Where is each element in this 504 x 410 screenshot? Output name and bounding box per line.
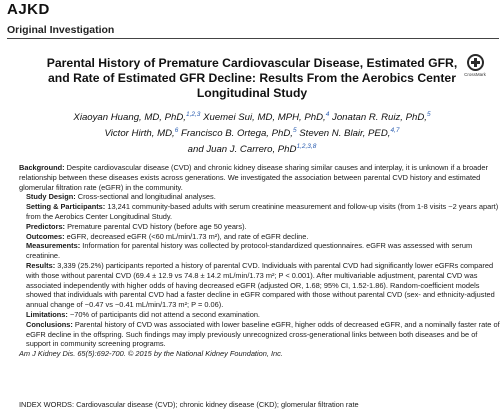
author-2[interactable]: Xuemei Sui, MD, MPH, PhD,$^4$ (203, 111, 330, 124)
abstract-measurements: Measurements: Information for parental history was collected by protocol-standardized questionnaires. eGFR was assessed with serum creatinine. (26, 241, 473, 261)
abstract-conclusions: Conclusions: Parental history of CVD was associated with lower baseline eGFR, higher odds of decreased eGFR, and a nominally faster rate of eGFR decline in the offspring. Such findings may imply previously unrecognized cross-generational links between both diseases and be of support in community screening programs. (26, 319, 500, 349)
index-words: INDEX WORDS: Cardiovascular disease (CVD); chronic kidney disease (CKD); glomerular filtration rate (19, 400, 359, 409)
section-label: Original Investigation (7, 24, 115, 36)
abstract-design: Study Design: Cross-sectional and longitudinal analyses. (26, 192, 216, 202)
abstract-outcomes: Outcomes: eGFR, decreased eGFR (<60 mL/min/1.73 m²), and rate of eGFR decline. (26, 231, 309, 241)
author-7[interactable]: and Juan J. Carrero, PhD$^{1,2,3,8}$ (187, 142, 317, 155)
crossmark-badge[interactable] (463, 54, 487, 77)
crossmark-icon (467, 54, 484, 71)
journal-logo: AJKD (7, 1, 50, 18)
author-5[interactable]: Francisco B. Ortega, PhD,$^5$ (180, 126, 297, 139)
author-6[interactable]: Steven N. Blair, PED,$^{4,7}$ (299, 126, 400, 139)
abstract-predictors: Predictors: Premature parental CVD history (before age 50 years). (26, 221, 247, 231)
author-3[interactable]: Jonatan R. Ruiz, PhD,$^5$ (332, 111, 431, 124)
citation: Am J Kidney Dis. 65(5):692-700. © 2015 by the National Kidney Foundation, Inc. (19, 349, 283, 359)
abstract-results: Results: 3,339 (25.2%) participants reported a history of parental CVD. Individuals with parental CVD had significantly lower eGFRs compared with those without parental CVD (69.4 ± 12.9 vs 74.8 ± 14.2 mL/min/1.73 m²; P < 0.001). After multivariable adjustment, parental CVD was associated independently with higher odds of having decreased eGFR (adjusted OR, 1.68; 95% CI, 1.52-1.86). Random-coefficient models showed that individuals with parental CVD had a faster decline in eGFR compared with those without parental CVD (sex- and ethnicity-adjusted annual change of −0.47 vs −0.41 mL/min/1.73 m²; P = 0.06). (26, 260, 495, 310)
author-1[interactable]: Xiaoyan Huang, MD, PhD,$^{1,2,3}$ (73, 111, 201, 124)
crossmark-label: CrossMark (464, 72, 486, 77)
abstract-limitations: Limitations: ~70% of participants did not attend a second examination. (26, 309, 260, 319)
author-4[interactable]: Victor Hirth, MD,$^6$ (104, 126, 179, 139)
article-title: Parental History of Premature Cardiovascular Disease, Estimated GFR, and Rate of Estimated GFR Decline: Results From the Aerobics Center Longitudinal Study (46, 56, 458, 100)
abstract-setting: Setting & Participants: 13,241 community-based adults with serum creatinine measurement and follow-up visits (from 1-8 visits ~2 years apart) from the Aerobics Center Longitudinal Study. (26, 202, 499, 221)
abstract (19, 163, 501, 359)
abstract-background: Background: Despite cardiovascular disease (CVD) and chronic kidney disease sharing similar causes and interplay, it is unknown if a broader relationship between these diseases exists across generations. We investigated the association between parental CVD history and estimated glomerular filtration rate (eGFR) in the community. (19, 163, 488, 192)
header-divider (7, 38, 499, 39)
author-list (30, 109, 474, 156)
